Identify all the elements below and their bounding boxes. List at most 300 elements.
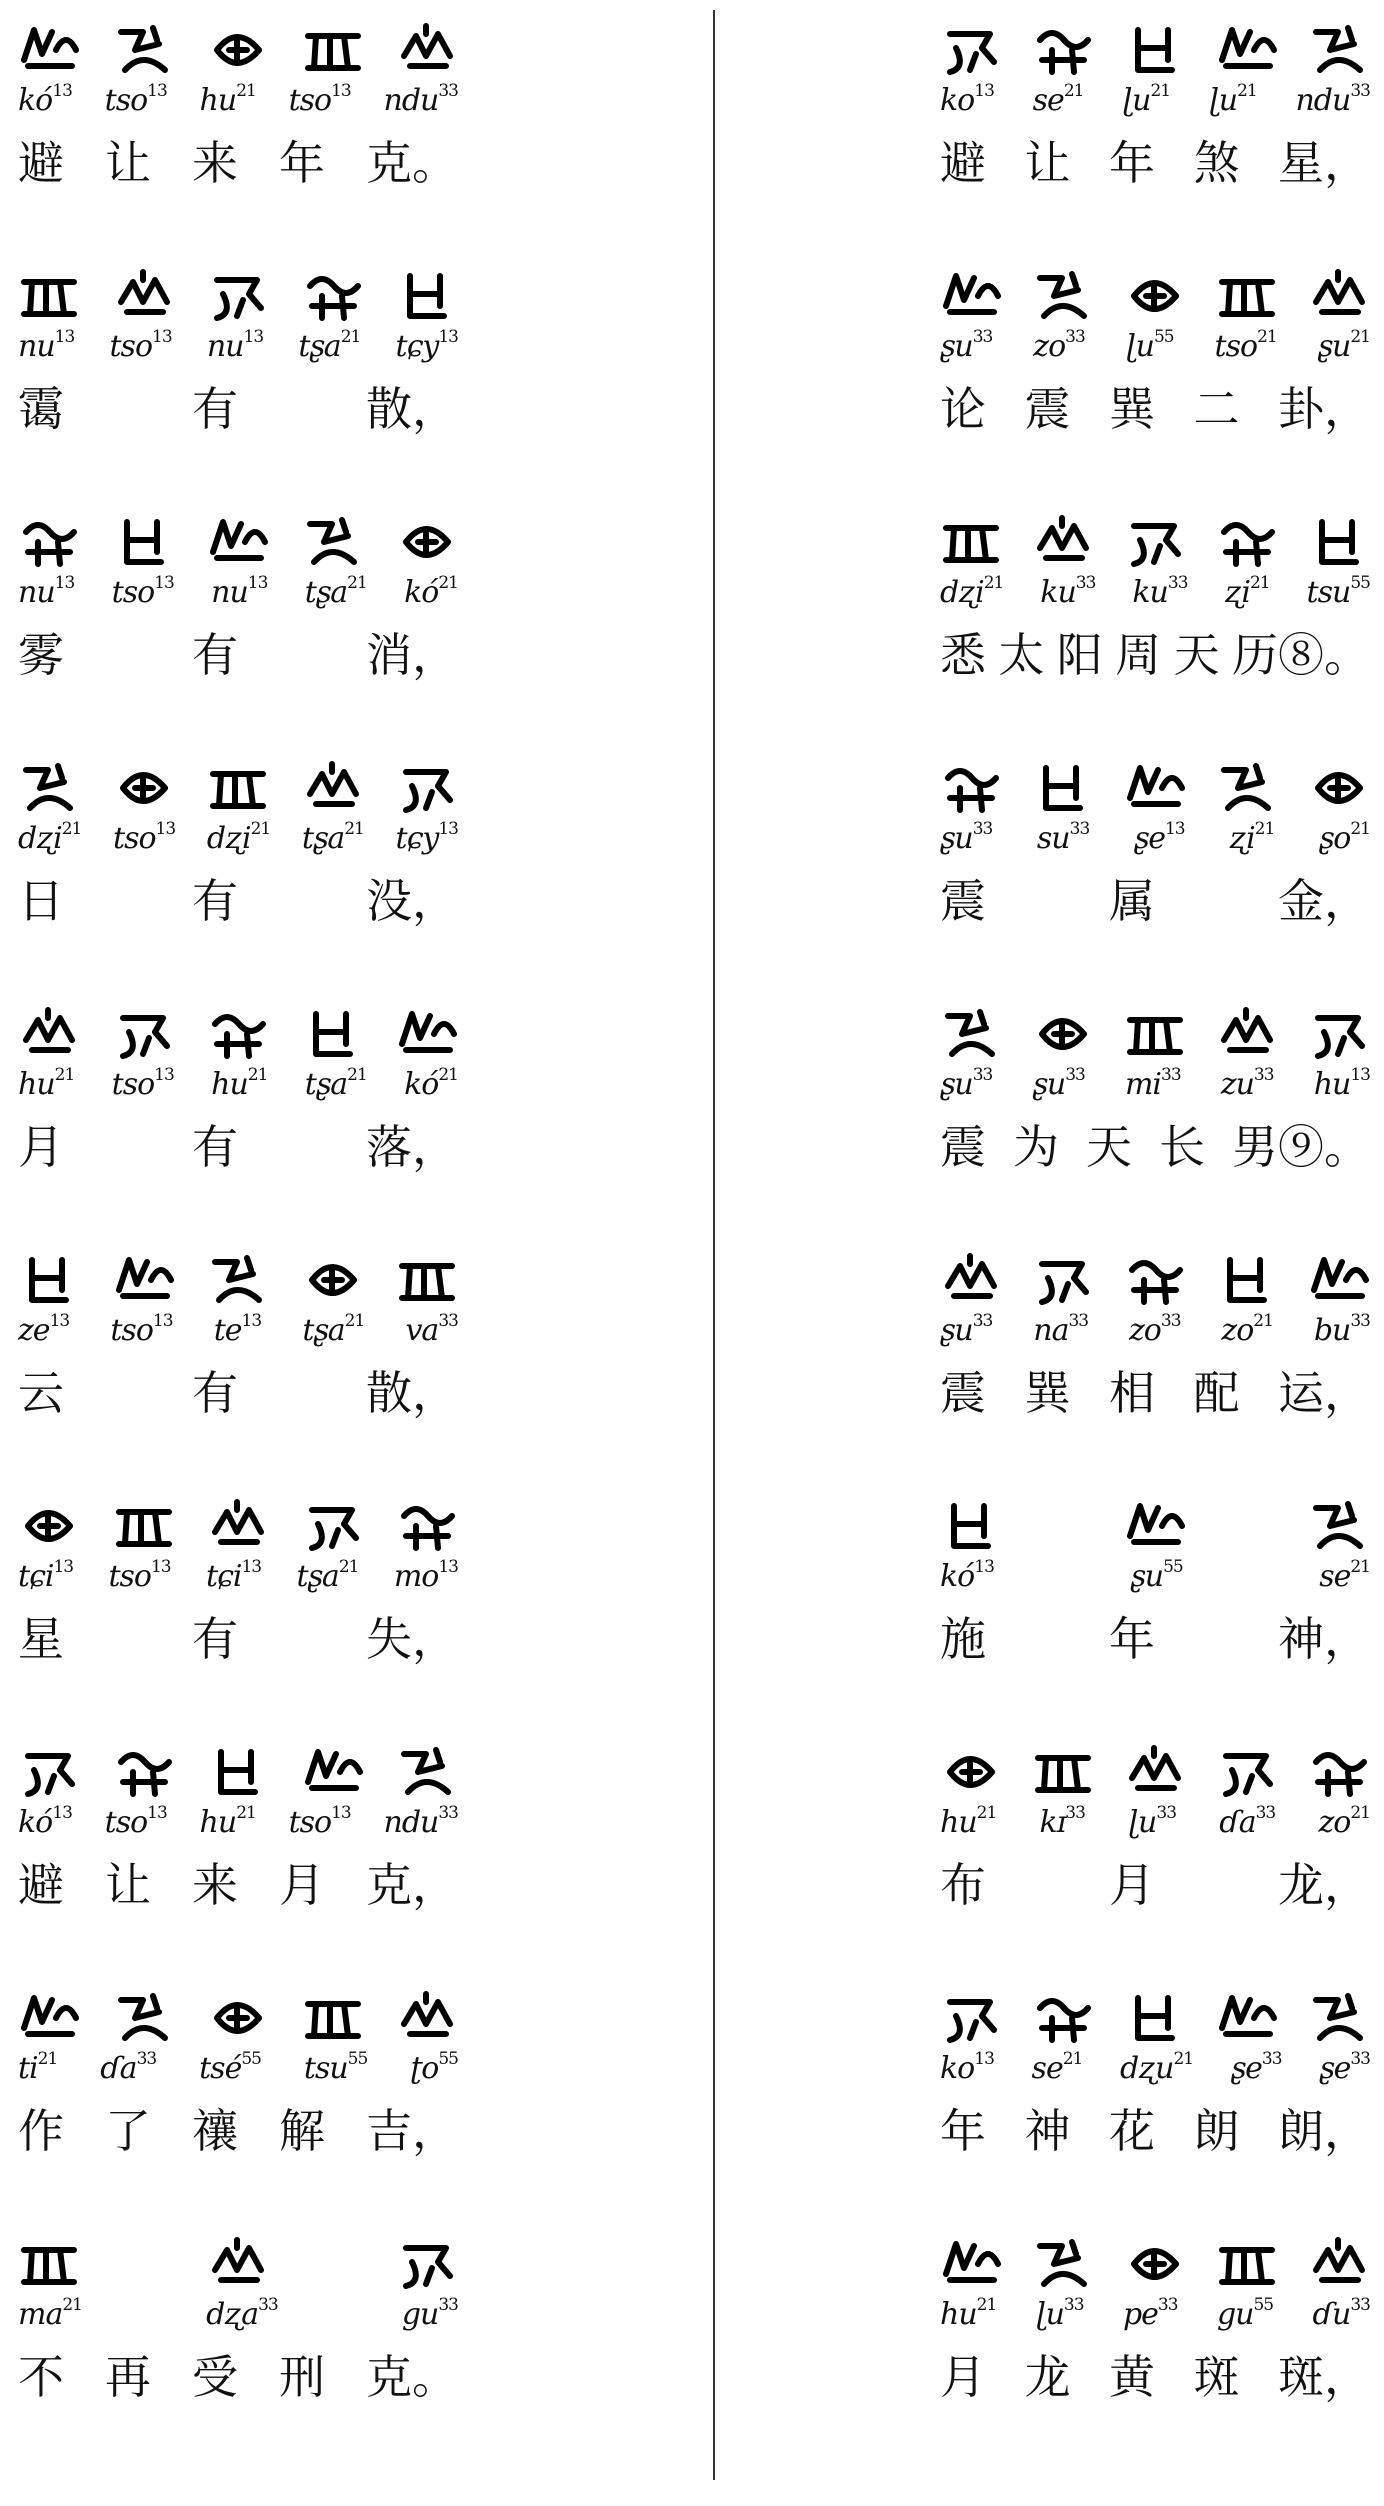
dongba-glyph (113, 1250, 175, 1308)
phonetic-syllable (1221, 1311, 1273, 1348)
dongba-glyph (396, 1004, 458, 1062)
phonetic-syllable (207, 819, 270, 856)
tone-number: 21 (347, 1065, 367, 1085)
syllable-text: tso (111, 1067, 155, 1102)
phonetic-syllable (1122, 81, 1170, 118)
phonetic-syllable (1319, 1557, 1370, 1594)
phonetic-syllable (940, 819, 992, 856)
chinese-character: 论 (940, 382, 986, 436)
dongba-glyph (1216, 1004, 1278, 1062)
chinese-character: 让 (1024, 136, 1071, 190)
phonetic-syllable (1318, 1803, 1370, 1840)
phonetic-syllable (18, 81, 72, 118)
chinese-character: 雾 (18, 628, 64, 682)
phonetic-syllable (405, 1311, 457, 1348)
syllable-text: ʂu (940, 1313, 973, 1348)
dongba-glyph-row (940, 1244, 1370, 1314)
chinese-character: 月 (18, 1120, 64, 1174)
dongba-glyph (396, 512, 458, 570)
chinese-character: 斑 (1193, 2350, 1240, 2404)
syllable-text: te (213, 1313, 242, 1348)
phonetic-syllable (1307, 573, 1370, 610)
dongba-glyph (1308, 2234, 1370, 2292)
dongba-glyph (1032, 758, 1094, 816)
chinese-character: 斑， (1278, 2350, 1370, 2404)
chinese-character: 年 (1109, 1612, 1155, 1666)
tone-number: 21 (1173, 2049, 1194, 2069)
chinese-translation-row (940, 2346, 1370, 2408)
dongba-glyph (18, 512, 80, 570)
chinese-character: 震 (940, 874, 986, 928)
phonetic-syllable (940, 1065, 992, 1102)
tone-number: 21 (62, 2295, 82, 2315)
syllable-text: tsu (1306, 575, 1351, 610)
phonetic-row (18, 572, 458, 610)
dongba-glyph (302, 1742, 364, 1800)
dongba-glyph-row (940, 1736, 1370, 1806)
phonetic-row (18, 818, 458, 856)
dongba-glyph-row (940, 506, 1370, 576)
phonetic-syllable (302, 819, 364, 856)
dongba-glyph-row (940, 2228, 1370, 2298)
syllable-text: tʂa (296, 1559, 339, 1594)
tone-number: 21 (1253, 1311, 1273, 1331)
phonetic-syllable (200, 81, 256, 118)
chinese-translation-row (18, 624, 458, 686)
dongba-glyph (940, 1250, 1002, 1308)
phonetic-syllable (1318, 327, 1370, 364)
phonetic-syllable (18, 327, 74, 364)
dongba-glyph (1308, 1496, 1370, 1554)
dongba-glyph (1032, 20, 1094, 78)
chinese-character: 星， (1278, 136, 1370, 190)
phonetic-syllable (940, 1311, 992, 1348)
phonetic-syllable (1040, 1803, 1085, 1840)
chinese-translation-row (18, 1608, 458, 1670)
dongba-glyph (302, 1004, 364, 1062)
dongba-glyph (207, 1004, 269, 1062)
tone-number: 13 (52, 1803, 72, 1823)
chinese-character: 有 (192, 382, 238, 436)
syllable-text: tsu (303, 2051, 348, 2086)
dongba-glyph (1308, 758, 1370, 816)
dongba-glyph (940, 1988, 1002, 2046)
dongba-glyph (1216, 1742, 1278, 1800)
syllable-text: ɭu (1035, 2297, 1064, 2332)
syllable-text: ndu (383, 83, 439, 118)
dongba-glyph (302, 266, 364, 324)
dongba-glyph (302, 1250, 364, 1308)
phonetic-syllable (206, 1557, 261, 1594)
syllable-text: zo (1033, 329, 1066, 364)
dongba-glyph (1032, 1004, 1094, 1062)
syllable-text: kó (940, 1559, 975, 1594)
dongba-glyph (940, 1004, 1002, 1062)
chinese-character: 月 (279, 1858, 325, 1912)
syllable-text: ʂu (1317, 329, 1351, 364)
dongba-glyph (207, 1496, 269, 1554)
chinese-character: 日 (18, 874, 64, 928)
tone-number: 55 (1350, 573, 1370, 593)
dongba-glyph-row (18, 1244, 458, 1314)
phonetic-syllable (1126, 327, 1174, 364)
dongba-glyph (396, 2234, 458, 2292)
syllable-text: gu (1216, 2297, 1254, 2332)
dongba-glyph (302, 512, 364, 570)
chinese-character: 施 (940, 1612, 986, 1666)
chinese-translation-row (18, 870, 458, 932)
dongba-glyph-row (18, 14, 458, 84)
phonetic-row (18, 326, 458, 364)
tone-number: 13 (49, 1311, 70, 1331)
tone-number: 13 (53, 1557, 74, 1577)
dongba-glyph (113, 1496, 175, 1554)
phonetic-row (940, 1064, 1370, 1102)
tone-number: 21 (250, 819, 271, 839)
right-verse (940, 1736, 1370, 1936)
syllable-text: hu (199, 83, 237, 118)
chinese-character: 配 (1193, 1366, 1240, 1420)
right-verse (940, 260, 1370, 460)
left-verse (18, 1736, 458, 1936)
phonetic-syllable (384, 1803, 459, 1840)
tone-number: 33 (1069, 819, 1090, 839)
phonetic-syllable (112, 573, 174, 610)
phonetic-row (940, 326, 1370, 364)
dongba-glyph (302, 758, 364, 816)
dongba-glyph-row (18, 1736, 458, 1806)
syllable-text: ʈo (410, 2051, 439, 2086)
phonetic-syllable (1219, 1803, 1275, 1840)
tone-number: 33 (1350, 81, 1370, 101)
dongba-glyph (1124, 1004, 1186, 1062)
right-verse (940, 752, 1370, 952)
syllable-text: tso (110, 1313, 153, 1348)
dongba-glyph (1308, 1004, 1370, 1062)
syllable-text: ʂe (1230, 2051, 1262, 2086)
tone-number: 33 (438, 1311, 458, 1331)
phonetic-row (940, 2294, 1370, 2332)
chinese-translation-row (18, 132, 458, 194)
chinese-character: 年 (940, 2104, 986, 2158)
phonetic-syllable (940, 2295, 996, 2332)
tone-number: 21 (976, 2295, 997, 2315)
dongba-glyph (1124, 758, 1186, 816)
tone-number: 21 (1237, 81, 1257, 101)
phonetic-syllable (1033, 81, 1084, 118)
chinese-character: 运， (1278, 1366, 1370, 1420)
syllable-text: gu (401, 2297, 439, 2332)
chinese-character: 神， (1278, 1612, 1370, 1666)
syllable-text: zo (1221, 1313, 1254, 1348)
dongba-glyph (113, 1004, 175, 1062)
chinese-character: 有 (192, 1120, 238, 1174)
dongba-glyph-row (940, 260, 1370, 330)
chinese-character: 了 (105, 2104, 151, 2158)
chinese-character: 年 (279, 136, 325, 190)
syllable-text: ti (18, 2051, 38, 2086)
phonetic-row (940, 818, 1370, 856)
syllable-text: tso (108, 1559, 151, 1594)
tone-number: 55 (241, 2049, 261, 2069)
tone-number: 21 (236, 81, 256, 101)
tone-number: 21 (1257, 327, 1277, 347)
syllable-text: tɕy (395, 329, 439, 364)
phonetic-syllable (1134, 819, 1185, 856)
syllable-text: hu (940, 1805, 977, 1840)
phonetic-syllable (1319, 2049, 1370, 2086)
chinese-translation-row (940, 132, 1370, 194)
tone-number: 33 (972, 819, 993, 839)
tone-number: 21 (344, 1311, 365, 1331)
chinese-character: 朗， (1278, 2104, 1370, 2158)
phonetic-syllable (940, 81, 994, 118)
syllable-text: ʐi (1224, 575, 1250, 610)
chinese-character: 历⑧。 (1231, 628, 1370, 682)
syllable-text: na (1033, 1313, 1069, 1348)
phonetic-syllable (298, 327, 360, 364)
syllable-text: nu (211, 575, 248, 610)
tone-number: 55 (438, 2049, 458, 2069)
tone-number: 33 (1261, 2049, 1282, 2069)
syllable-text: tɕi (18, 1559, 54, 1594)
tone-number: 13 (974, 81, 994, 101)
tone-number: 21 (61, 819, 82, 839)
dongba-glyph (940, 1742, 1002, 1800)
syllable-text: tɕi (206, 1559, 242, 1594)
chinese-character: 天 (1086, 1120, 1132, 1174)
chinese-translation-row (18, 1854, 458, 1916)
dongba-glyph-row (18, 2228, 458, 2298)
chinese-character: 属 (1109, 874, 1155, 928)
tone-number: 13 (154, 573, 174, 593)
chinese-character: 男⑨。 (1232, 1120, 1370, 1174)
phonetic-syllable (289, 81, 351, 118)
dongba-glyph (207, 512, 269, 570)
phonetic-syllable (1132, 573, 1187, 610)
phonetic-syllable (1033, 327, 1085, 364)
chinese-character: 巽 (1024, 1366, 1071, 1420)
dongba-glyph (396, 20, 458, 78)
syllable-text: dʐi (940, 575, 984, 610)
phonetic-syllable (18, 1803, 72, 1840)
chinese-character: 吉， (366, 2104, 458, 2158)
tone-number: 13 (974, 1557, 994, 1577)
tone-number: 21 (236, 1803, 256, 1823)
phonetic-syllable (18, 819, 81, 856)
chinese-translation-row (940, 1608, 1370, 1670)
chinese-character: 为 (1013, 1120, 1059, 1174)
dongba-glyph-row (940, 14, 1370, 84)
tone-number: 55 (1253, 2295, 1274, 2315)
dongba-glyph (1032, 2234, 1094, 2292)
tone-number: 33 (438, 1803, 458, 1823)
dongba-glyph (1032, 512, 1094, 570)
left-verse (18, 752, 458, 952)
tone-number: 21 (247, 1065, 268, 1085)
dongba-glyph (940, 20, 1002, 78)
dongba-glyph-row (940, 1982, 1370, 2052)
dongba-glyph (396, 1988, 458, 2046)
chinese-character: 布 (940, 1858, 986, 1912)
chinese-character: 震 (940, 1120, 986, 1174)
dongba-glyph (18, 758, 80, 816)
syllable-text: su (1036, 821, 1070, 856)
syllable-text: ʂu (1032, 1067, 1066, 1102)
syllable-text: kó (404, 1067, 439, 1102)
chinese-character: 作 (18, 2104, 64, 2158)
syllable-text: hu (940, 2297, 977, 2332)
phonetic-syllable (1314, 1311, 1370, 1348)
chinese-character: 避 (940, 136, 986, 190)
chinese-character: 月 (940, 2350, 986, 2404)
dongba-glyph-row (18, 998, 458, 1068)
left-verse (18, 1244, 458, 1444)
left-verse (18, 2228, 458, 2428)
dongba-glyph (1216, 1250, 1278, 1308)
phonetic-row (940, 80, 1370, 118)
chinese-character: 有 (192, 1366, 238, 1420)
dongba-glyph (18, 20, 80, 78)
tone-number: 21 (1062, 2049, 1083, 2069)
right-verse (940, 1244, 1370, 1444)
chinese-character: 失， (366, 1612, 458, 1666)
phonetic-syllable (207, 327, 263, 364)
phonetic-syllable (304, 2049, 367, 2086)
syllable-text: zo (1129, 1313, 1161, 1348)
dongba-glyph (1216, 758, 1278, 816)
dongba-glyph (18, 1988, 80, 2046)
dongba-glyph-row (18, 260, 458, 330)
chinese-character: 来 (192, 136, 238, 190)
phonetic-syllable (1319, 819, 1370, 856)
syllable-text: ze (18, 1313, 50, 1348)
tone-number: 21 (1350, 327, 1370, 347)
phonetic-syllable (108, 1557, 170, 1594)
chinese-character: 震 (1024, 382, 1071, 436)
chinese-translation-row (18, 1362, 458, 1424)
syllable-text: ɗa (100, 2051, 137, 2086)
tone-number: 33 (438, 2295, 458, 2315)
chinese-character: 来 (192, 1858, 238, 1912)
dongba-glyph (18, 1496, 80, 1554)
chinese-character: 避 (18, 136, 64, 190)
syllable-text: bu (1313, 1313, 1351, 1348)
tone-number: 13 (974, 2049, 994, 2069)
phonetic-row (18, 1802, 458, 1840)
right-verse (940, 14, 1370, 214)
chinese-character: 刑 (279, 2350, 325, 2404)
chinese-character: 悉 (940, 628, 986, 682)
dongba-glyph (302, 1496, 364, 1554)
phonetic-syllable (1123, 2295, 1178, 2332)
tone-number: 33 (1068, 1311, 1089, 1331)
phonetic-syllable (199, 2049, 261, 2086)
tone-number: 33 (972, 327, 993, 347)
tone-number: 33 (1063, 2295, 1084, 2315)
chinese-translation-row (940, 1116, 1370, 1178)
tone-number: 33 (1065, 327, 1085, 347)
tone-number: 13 (152, 327, 172, 347)
phonetic-syllable (1032, 1065, 1084, 1102)
chinese-character: 月 (1109, 1858, 1155, 1912)
chinese-character: 长 (1159, 1120, 1205, 1174)
chinese-character: 云 (18, 1366, 64, 1420)
phonetic-syllable (940, 1557, 994, 1594)
right-verse (940, 1490, 1370, 1690)
dongba-glyph (1124, 266, 1186, 324)
chinese-character: 克。 (366, 2350, 458, 2404)
syllable-text: ɭu (1208, 83, 1238, 118)
tone-number: 13 (438, 327, 458, 347)
syllable-text: mo (393, 1559, 439, 1594)
chinese-character: 年 (1109, 136, 1155, 190)
phonetic-syllable (211, 573, 267, 610)
chinese-character: 朗 (1193, 2104, 1240, 2158)
chinese-character: 消， (366, 628, 458, 682)
dongba-glyph (1124, 512, 1186, 570)
chinese-character: 周 (1115, 628, 1162, 682)
tone-number: 13 (152, 1311, 173, 1331)
dongba-glyph (18, 1250, 80, 1308)
syllable-text: ɭu (1125, 329, 1154, 364)
phonetic-row (18, 2048, 458, 2086)
phonetic-syllable (18, 1311, 69, 1348)
chinese-character: 龙 (1024, 2350, 1071, 2404)
phonetic-syllable (1125, 1065, 1181, 1102)
dongba-glyph (396, 266, 458, 324)
phonetic-syllable (940, 2049, 994, 2086)
syllable-text: ʂu (1130, 1559, 1164, 1594)
phonetic-syllable (1129, 1311, 1181, 1348)
syllable-text: se (1319, 1559, 1351, 1594)
syllable-text: tso (113, 821, 156, 856)
tone-number: 13 (243, 327, 264, 347)
dongba-glyph (207, 266, 269, 324)
syllable-text: pe (1122, 2297, 1158, 2332)
syllable-text: tʂa (304, 575, 348, 610)
chinese-character: 太 (998, 628, 1045, 682)
syllable-text: tso (109, 329, 153, 364)
chinese-character: 震 (940, 1366, 986, 1420)
syllable-text: mi (1124, 1067, 1162, 1102)
tone-number: 33 (1255, 1803, 1276, 1823)
dongba-glyph (18, 266, 80, 324)
tone-number: 33 (1157, 2295, 1178, 2315)
phonetic-syllable (402, 2295, 458, 2332)
chinese-character: 散， (366, 1366, 458, 1420)
phonetic-syllable (1040, 573, 1095, 610)
dongba-glyph (18, 1742, 80, 1800)
tone-number: 21 (37, 2049, 58, 2069)
tone-number: 13 (147, 1803, 167, 1823)
phonetic-syllable (394, 1557, 458, 1594)
dongba-glyph (113, 512, 175, 570)
chinese-character: 二 (1193, 382, 1240, 436)
tone-number: 21 (438, 1065, 458, 1085)
syllable-text: dʐa (206, 2297, 259, 2332)
chinese-character: 巽 (1109, 382, 1155, 436)
tone-number: 33 (1156, 1803, 1177, 1823)
chinese-character: 神 (1024, 2104, 1071, 2158)
tone-number: 21 (1249, 573, 1270, 593)
tone-number: 21 (1063, 81, 1084, 101)
syllable-text: ʂu (940, 1067, 973, 1102)
syllable-text: kó (18, 1805, 53, 1840)
phonetic-row (18, 1556, 458, 1594)
phonetic-syllable (1215, 327, 1277, 364)
dongba-glyph (940, 2234, 1002, 2292)
